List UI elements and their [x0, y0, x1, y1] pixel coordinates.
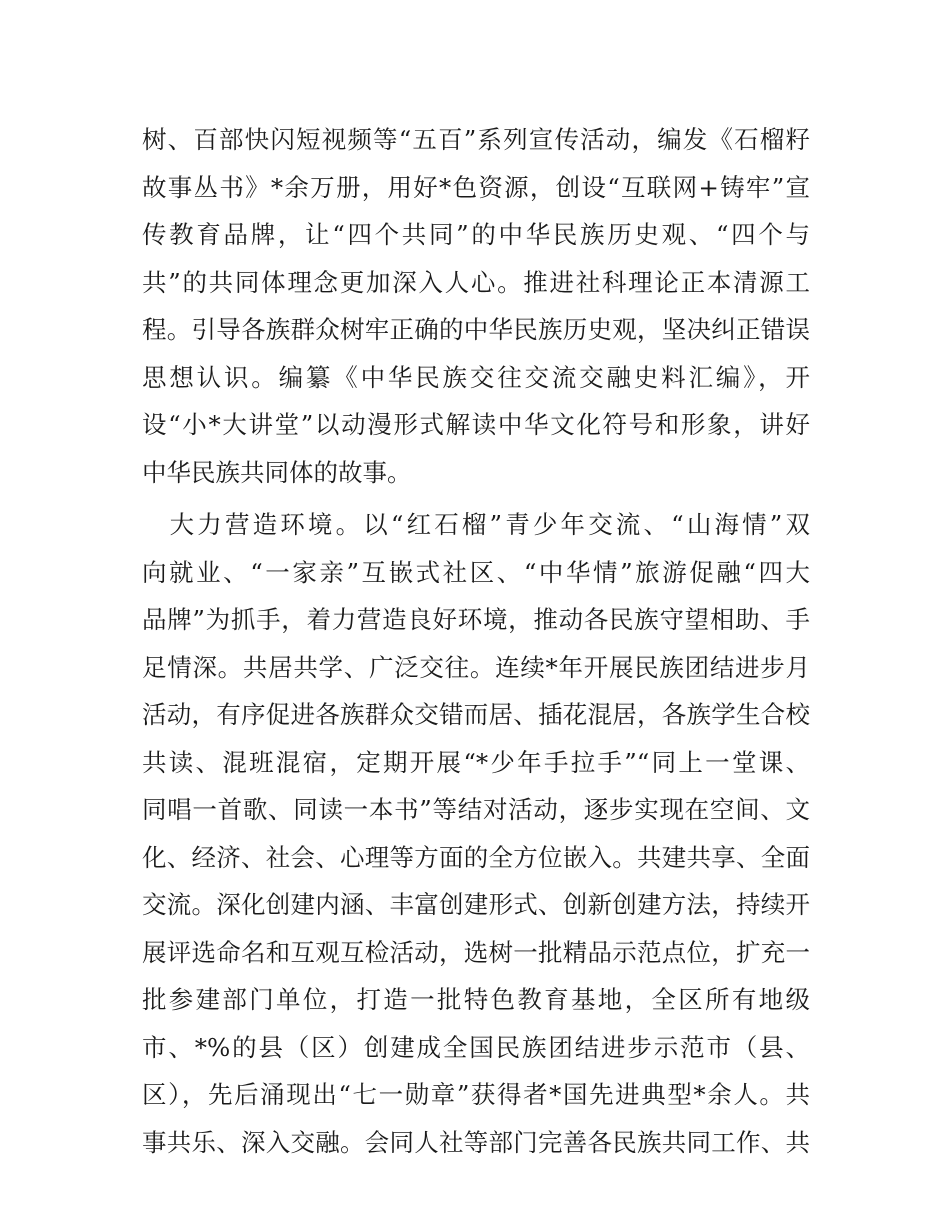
document-body — [142, 116, 810, 1166]
text-line: 思想认识。编纂《中华民族交往交流交融史料汇编》，开 — [142, 362, 810, 392]
text-line: 共”的共同体理念更加深入人心。推进社科理论正本清源工 — [142, 267, 810, 297]
text-line: 交流。深化创建内涵、丰富创建形式、创新创建方法，持续开 — [142, 890, 810, 919]
text-line: 大力营造环境。以“红石榴”青少年交流、“山海情”双 — [142, 510, 810, 539]
text-line: 共读、混班混宿，定期开展“*少年手拉手”“同上一堂课、 — [142, 747, 810, 777]
text-line: 设“小*大讲堂”以动漫形式解读中华文化符号和形象，讲好 — [142, 410, 810, 439]
paragraph-1 — [142, 116, 810, 496]
paragraph-2 — [142, 501, 810, 1166]
text-line: 事共乐、深入交融。会同人社等部门完善各民族共同工作、共 — [142, 1127, 810, 1157]
text-line: 同唱一首歌、同读一本书”等结对活动，逐步实现在空间、文 — [142, 795, 810, 824]
text-line: 树、百部快闪短视频等“五百”系列宣传活动，编发《石榴籽 — [142, 125, 810, 154]
text-line: 市、*%的县（区）创建成全国民族团结进步示范市（县、 — [142, 1032, 810, 1062]
text-line: 展评选命名和互观互检活动，选树一批精品示范点位，扩充一 — [142, 937, 810, 967]
text-line: 中华民族共同体的故事。 — [142, 457, 412, 487]
text-line: 程。引导各族群众树牢正确的中华民族历史观，坚决纠正错误 — [142, 315, 810, 344]
text-line: 故事丛书》*余万册，用好*色资源，创设“互联网+铸牢”宣 — [142, 172, 810, 202]
text-line: 品牌”为抓手，着力营造良好环境，推动各民族守望相助、手 — [142, 605, 810, 634]
text-line: 批参建部门单位，打造一批特色教育基地，全区所有地级 — [142, 985, 810, 1014]
text-line: 区），先后涌现出“七一勋章”获得者*国先进典型*余人。共 — [142, 1080, 810, 1109]
text-line: 化、经济、社会、心理等方面的全方位嵌入。共建共享、全面 — [142, 842, 810, 872]
text-line: 向就业、“一家亲”互嵌式社区、“中华情”旅游促融“四大 — [142, 557, 810, 587]
text-line: 传教育品牌，让“四个共同”的中华民族历史观、“四个与 — [142, 220, 810, 249]
text-line: 足情深。共居共学、广泛交往。连续*年开展民族团结进步月 — [142, 652, 810, 682]
text-line: 活动，有序促进各族群众交错而居、插花混居，各族学生合校 — [142, 700, 810, 729]
